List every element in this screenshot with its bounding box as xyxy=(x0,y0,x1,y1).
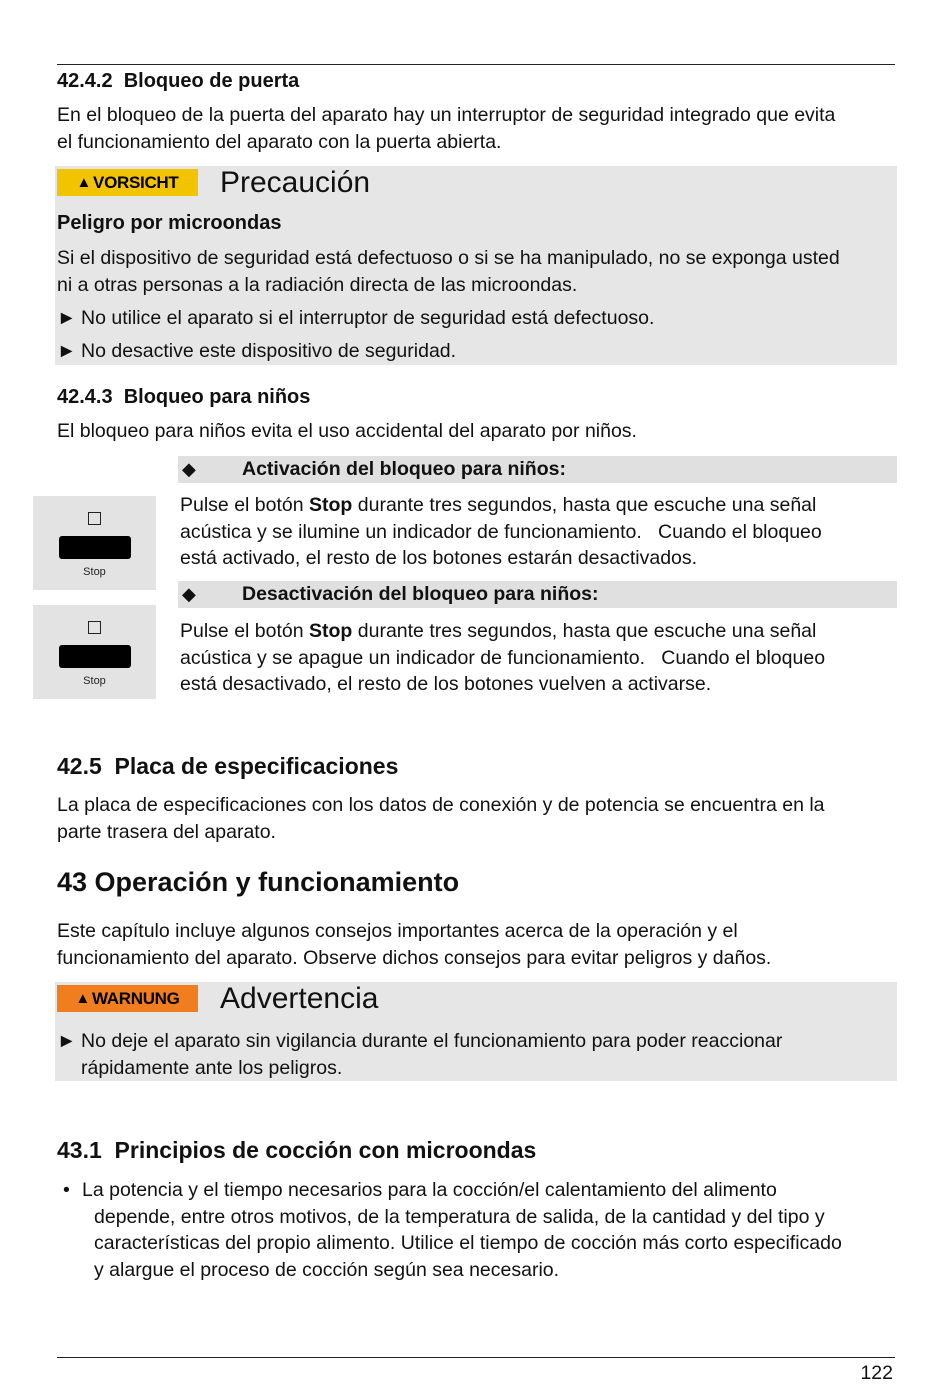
indicator-light-icon xyxy=(88,621,101,634)
text-line: acústica y se ilumine un indicador de funcionamiento. Cuando el bloqueo xyxy=(180,520,822,543)
text-line: Si el dispositivo de seguridad está defectuoso o si se ha manipulado, no se exponga usted xyxy=(57,247,840,269)
caution-item-text: No desactive este dispositivo de seguridad. xyxy=(81,340,457,362)
stop-bold: Stop xyxy=(309,494,353,516)
door-lock-paragraph xyxy=(57,102,907,155)
text-line: ni a otras personas a la radiación directa de las microondas. xyxy=(57,273,578,296)
stop-button-icon xyxy=(59,536,131,559)
text-line: Pulse el botón Stop durante tres segundos, hasta que escuche una señal xyxy=(180,620,817,642)
stop-button-panel xyxy=(33,496,156,590)
section-heading-42-4-2: 42.4.2 Bloqueo de puerta xyxy=(57,70,300,92)
text-line: funcionamiento del aparato. Observe dichos consejos para evitar peligros y daños. xyxy=(57,946,772,969)
caution-item xyxy=(57,338,456,365)
text-line: Este capítulo incluye algunos consejos importantes acerca de la operación y el xyxy=(57,920,738,942)
cooking-principles-list xyxy=(57,1177,902,1283)
step-deactivation-bar xyxy=(178,581,897,608)
text-line: En el bloqueo de la puerta del aparato hay un interruptor de seguridad integrado que evita xyxy=(57,104,836,126)
text-line: y alargue el proceso de cocción según sea necesario. xyxy=(94,1258,560,1281)
caution-signal-text: VORSICHT xyxy=(93,172,179,192)
diamond-bullet-icon: ◆ xyxy=(182,584,196,604)
stop-button-icon xyxy=(59,645,131,668)
text-line: parte trasera del aparato. xyxy=(57,820,276,843)
section-heading-43-1: 43.1 Principios de cocción con microondas xyxy=(57,1137,537,1163)
bullet-dot-icon: • xyxy=(63,1179,70,1201)
text-line: está desactivado, el resto de los botones vuelven a activarse. xyxy=(180,673,712,695)
text-line: depende, entre otros motivos, de la temperatura de salida, de la cantidad y del tipo y xyxy=(94,1205,825,1228)
warning-signal-text: WARNUNG xyxy=(91,988,180,1008)
text-line: rápidamente ante los peligros. xyxy=(81,1056,343,1079)
text-line: el funcionamiento del aparato con la puerta abierta. xyxy=(57,130,502,153)
arrow-right-icon: ► xyxy=(57,307,77,329)
step-activation-text xyxy=(180,492,900,572)
section-heading-42-4-3: 42.4.3 Bloqueo para niños xyxy=(57,386,311,408)
step-title: Activación del bloqueo para niños: xyxy=(242,458,566,480)
text-line: acústica y se apague un indicador de funcionamiento. Cuando el bloqueo xyxy=(180,646,826,669)
caution-item-text: No utilice el aparato si el interruptor de seguridad está defectuoso. xyxy=(81,307,655,329)
caution-item xyxy=(57,305,654,332)
caution-subheading: Peligro por microondas xyxy=(57,212,282,234)
text-line: Pulse el botón Stop durante tres segundos, hasta que escuche una señal xyxy=(180,494,817,516)
diamond-bullet-icon: ◆ xyxy=(182,459,196,479)
caution-title: Precaución xyxy=(220,166,371,199)
step-activation-bar xyxy=(178,456,897,483)
step-title: Desactivación del bloqueo para niños: xyxy=(242,583,599,605)
stop-caption: Stop xyxy=(83,675,106,687)
warning-item xyxy=(57,1028,892,1081)
operation-paragraph xyxy=(57,918,902,971)
spec-plate-paragraph xyxy=(57,792,902,845)
arrow-right-icon: ► xyxy=(57,340,77,362)
bottom-rule xyxy=(57,1357,895,1358)
stop-button-panel xyxy=(33,605,156,699)
indicator-light-icon xyxy=(88,512,101,525)
text-line: características del propio alimento. Utilice el tiempo de cocción más corto especificado xyxy=(94,1232,842,1254)
caution-signal-badge xyxy=(57,169,198,196)
warning-title: Advertencia xyxy=(220,982,379,1015)
arrow-right-icon: ► xyxy=(57,1030,77,1052)
list-item: • La potencia y el tiempo necesarios para la cocción/el calentamiento del alimento xyxy=(57,1177,902,1204)
warning-triangle-icon: ▲ xyxy=(76,174,92,191)
section-heading-42-5: 42.5 Placa de especificaciones xyxy=(57,753,399,779)
stop-bold: Stop xyxy=(309,620,353,642)
caution-paragraph xyxy=(57,245,902,298)
warning-signal-badge xyxy=(57,985,198,1012)
text-line: La placa de especificaciones con los datos de conexión y de potencia se encuentra en la xyxy=(57,794,825,816)
text-line: está activado, el resto de los botones estarán desactivados. xyxy=(180,547,698,569)
stop-caption: Stop xyxy=(83,566,106,578)
chapter-heading-43: 43 Operación y funcionamiento xyxy=(57,867,460,897)
child-lock-paragraph: El bloqueo para niños evita el uso accidental del aparato por niños. xyxy=(57,420,637,442)
step-deactivation-text xyxy=(180,618,900,698)
warning-triangle-icon: ▲ xyxy=(75,990,90,1007)
text-line: ► No deje el aparato sin vigilancia durante el funcionamiento para poder reaccionar xyxy=(57,1028,892,1055)
page-number: 122 xyxy=(860,1362,893,1384)
top-rule xyxy=(57,64,895,65)
